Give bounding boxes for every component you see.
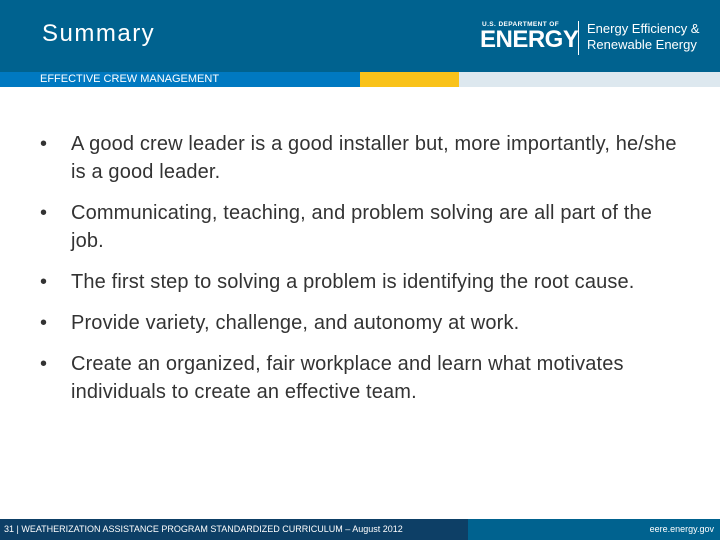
section-bar — [0, 72, 720, 87]
eere-logo-text — [587, 21, 699, 53]
doe-eere-logo — [480, 20, 699, 56]
bullet-text: The first step to solving a problem is identifying the root cause. — [71, 271, 635, 293]
section-label: EFFECTIVE CREW MANAGEMENT — [40, 73, 220, 85]
bullet-text: Communicating, teaching, and problem solving are all part of the job. — [71, 202, 653, 252]
bullet-dot: • — [40, 133, 48, 155]
footer-left-panel — [0, 519, 468, 540]
bullet-item — [40, 130, 680, 186]
bullet-text: Provide variety, challenge, and autonomy at work. — [71, 312, 520, 334]
bullet-list — [40, 130, 680, 419]
slide-footer — [0, 519, 720, 540]
bullet-item — [40, 350, 680, 406]
eere-logo-line1: Energy Efficiency & — [587, 21, 700, 36]
bullet-dot: • — [40, 312, 48, 334]
bullet-dot: • — [40, 202, 48, 224]
doe-logo — [480, 20, 579, 56]
slide-title: Summary — [42, 20, 156, 47]
footer-website[interactable]: eere.energy.gov — [649, 524, 714, 534]
slide-header — [0, 0, 720, 72]
bullet-text: Create an organized, fair workplace and learn what motivates individuals to create an effective team. — [71, 353, 624, 403]
bullet-item — [40, 309, 680, 337]
bullet-item — [40, 199, 680, 255]
section-bar-yellow — [360, 72, 459, 87]
bullet-text: A good crew leader is a good installer but, more importantly, he/she is a good leader. — [71, 133, 677, 183]
eere-logo-line2: Renewable Energy — [587, 37, 697, 52]
doe-logo-wordmark: ENERGY — [480, 26, 579, 53]
footer-program-text: 31 | WEATHERIZATION ASSISTANCE PROGRAM STANDARDIZED CURRICULUM – August 2012 — [4, 524, 403, 534]
doe-logo-small-text: U.S. DEPARTMENT OF — [482, 21, 560, 28]
bullet-dot: • — [40, 271, 48, 293]
bullet-dot: • — [40, 353, 48, 375]
bullet-item — [40, 268, 680, 296]
